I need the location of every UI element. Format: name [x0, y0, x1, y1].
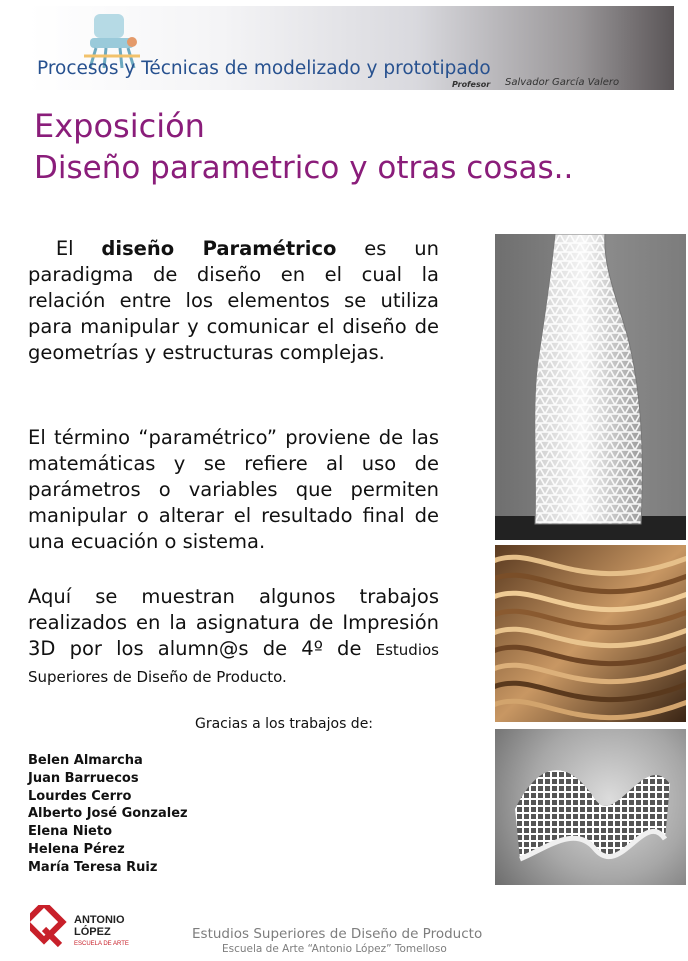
photo-lattice-wave-surface — [495, 729, 686, 885]
list-item: María Teresa Ruiz — [28, 859, 158, 875]
p3-main: Aquí se muestran algunos trabajos realizados en la asignatura de Impresión 3D por los alumn@s de 4º de — [28, 585, 439, 660]
photo-wavy-wood-layers — [495, 545, 686, 722]
profesor-name: Salvador García Valero — [505, 77, 620, 88]
exposition-subtitle: Diseño parametrico y otras cosas.. — [34, 150, 574, 186]
photo-parametric-lattice-vase — [495, 234, 686, 540]
list-item: Elena Nieto — [28, 824, 113, 840]
logo-line1: ANTONIO — [74, 914, 125, 926]
paragraph-term-origin: El término “paramétrico” proviene de las matemáticas y se refiere al uso de parámetros o variables que permiten manipular o alterar el resultado final de una ecuación o sistema. — [28, 426, 439, 553]
course-title: Procesos y Técnicas de modelizado y prototipado — [37, 58, 491, 79]
list-item: Alberto José Gonzalez — [28, 806, 188, 822]
paragraph-works-shown — [28, 584, 439, 690]
footer-school-sub: Escuela de Arte “Antonio López” Tomelloso — [222, 943, 447, 955]
list-item: Lourdes Cerro — [28, 788, 132, 804]
thanks-heading: Gracias a los trabajos de: — [195, 716, 374, 732]
list-item: Helena Pérez — [28, 841, 125, 857]
list-item: Juan Barruecos — [28, 770, 139, 786]
footer-school: Estudios Superiores de Diseño de Producto — [192, 926, 483, 942]
school-logo — [30, 905, 142, 957]
logo-line3: ESCUELA DE ARTE — [74, 941, 129, 947]
contributors-list — [28, 752, 188, 877]
p3-small: Estudios Superiores de Diseño de Producto. — [28, 641, 439, 686]
p1-bold-term: diseño Paramétrico — [101, 237, 337, 260]
list-item: Belen Almarcha — [28, 753, 143, 768]
p1-rest: es un paradigma de diseño en el cual la relación entre los elementos se utiliza para manipular y comunicar el diseño de geometrías y estructuras complejas. — [28, 237, 439, 364]
paragraph-parametric-design — [28, 236, 439, 366]
p1-lead: El — [55, 237, 102, 260]
profesor-label: Profesor — [452, 80, 491, 89]
exposition-title: Exposición — [34, 107, 205, 145]
logo-line2: LÓPEZ — [74, 926, 111, 938]
